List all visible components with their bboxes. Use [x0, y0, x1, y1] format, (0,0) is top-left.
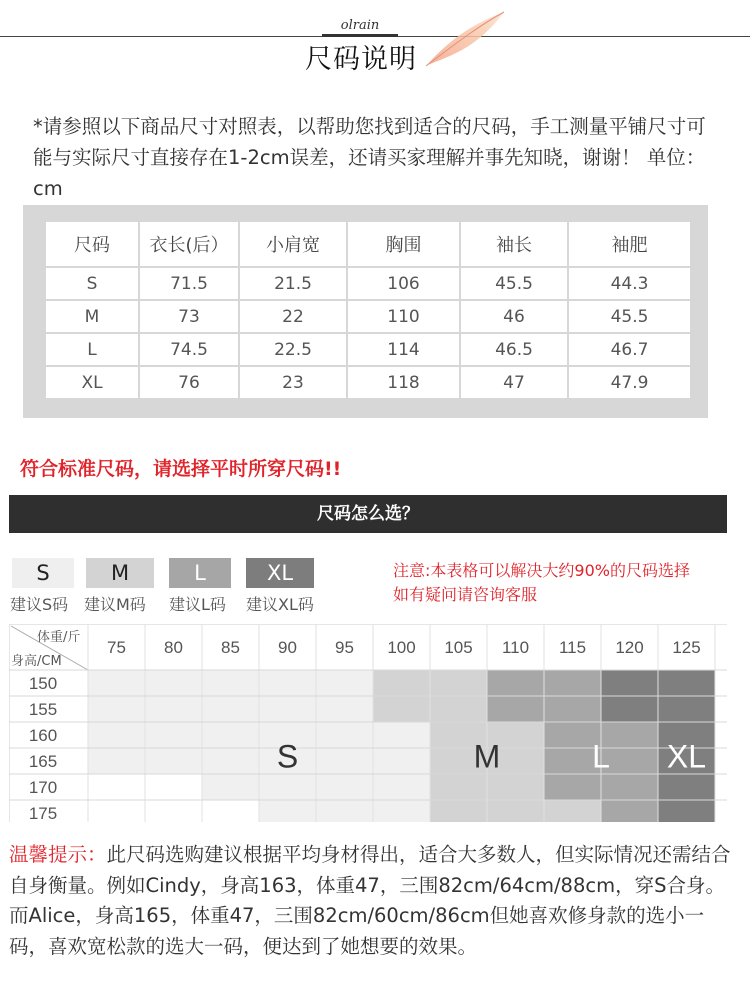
- chart-cell: [373, 774, 430, 800]
- chart-cell: [316, 696, 373, 722]
- chart-cell: [601, 670, 658, 696]
- height-axis-label: 身高/CM: [11, 654, 62, 669]
- zone-label-m: M: [473, 738, 501, 775]
- header-cell: 袖长: [461, 222, 567, 266]
- chart-cell: [658, 696, 715, 722]
- table-cell: 22: [240, 301, 346, 332]
- height-tick: 155: [28, 700, 58, 719]
- chart-cell: [487, 800, 544, 822]
- chip-caption: 建议S码: [10, 595, 69, 614]
- tip-lead: 温馨提示：: [9, 843, 107, 866]
- chart-cell: [601, 774, 658, 800]
- chart-cell: [373, 696, 430, 722]
- chart-cell: [316, 800, 373, 822]
- table-cell: 73: [140, 301, 238, 332]
- table-cell: 47: [461, 367, 567, 398]
- chart-cell: [259, 774, 316, 800]
- intro-text: *请参照以下商品尺寸对照表，以帮助您找到适合的尺码，手工测量平铺尺寸可能与实际尺寸直接存在1-2cm误差，还请买家理解并事先知晓，谢谢！ 单位：cm: [33, 115, 706, 200]
- height-tick: 170: [28, 778, 58, 797]
- chart-cell: [202, 748, 259, 774]
- chip-caption: 建议M码: [84, 595, 146, 614]
- table-cell: S: [46, 268, 138, 299]
- header-line-left: [0, 36, 322, 37]
- chart-cell: [202, 774, 259, 800]
- chart-cell: [316, 722, 373, 748]
- weight-axis-label: 体重/斤: [37, 630, 81, 645]
- chart-cell: [373, 722, 430, 748]
- chip-caption: 建议XL码: [246, 595, 314, 614]
- chart-cell: [88, 670, 145, 696]
- table-row: [46, 268, 690, 299]
- header-cell: 衣长(后）: [140, 222, 238, 266]
- section-title-bar: 尺码怎么选？: [9, 495, 727, 533]
- table-cell: 106: [348, 268, 459, 299]
- chart-cell: [316, 670, 373, 696]
- chart-cell: [316, 748, 373, 774]
- table-cell: M: [46, 301, 138, 332]
- size-chip-s: [12, 558, 74, 588]
- table-cell: 47.9: [569, 367, 690, 398]
- table-cell: XL: [46, 367, 138, 398]
- feather-icon: [420, 8, 508, 70]
- chart-cell: [202, 800, 259, 822]
- table-cell: L: [46, 334, 138, 365]
- header-cell: 小肩宽: [240, 222, 346, 266]
- chart-cell: [88, 748, 145, 774]
- size-note: [393, 559, 690, 607]
- table-cell: 46.7: [569, 334, 690, 365]
- chip-label: S: [36, 561, 50, 585]
- chart-cell: [145, 696, 202, 722]
- tip-text: [9, 840, 739, 962]
- size-chip-m: [86, 558, 154, 588]
- table-cell: 118: [348, 367, 459, 398]
- table-cell: 45.5: [569, 301, 690, 332]
- weight-tick: 85: [221, 638, 240, 657]
- chart-cell: [601, 800, 658, 822]
- table-cell: 114: [348, 334, 459, 365]
- zone-label-xl: XL: [666, 738, 707, 775]
- table-row: [46, 334, 690, 365]
- weight-tick: 110: [501, 638, 530, 657]
- chart-cell: [658, 670, 715, 696]
- chart-cell: [145, 722, 202, 748]
- size-chip-l: [169, 558, 231, 588]
- size-chart: [9, 624, 727, 822]
- chip-label: M: [110, 561, 130, 585]
- brand-logo: olrain: [340, 18, 380, 33]
- chart-cell: [373, 800, 430, 822]
- table-cell: 71.5: [140, 268, 238, 299]
- height-tick: 160: [28, 726, 58, 745]
- chart-cell: [202, 696, 259, 722]
- header-cell: 袖肥: [569, 222, 690, 266]
- weight-tick: 75: [107, 638, 126, 657]
- weight-tick: 120: [615, 638, 644, 657]
- header-cell: 尺码: [46, 222, 138, 266]
- chart-cell: [259, 800, 316, 822]
- chip-label: L: [194, 561, 206, 585]
- chart-cell: [202, 670, 259, 696]
- chart-cell: [430, 696, 487, 722]
- table-cell: 21.5: [240, 268, 346, 299]
- height-tick: 175: [28, 804, 58, 822]
- weight-tick: 100: [387, 638, 416, 657]
- chart-cell: [259, 670, 316, 696]
- table-cell: 22.5: [240, 334, 346, 365]
- size-chart-grid: [9, 624, 727, 822]
- chart-cell: [544, 670, 601, 696]
- chart-cell: [316, 774, 373, 800]
- chart-cell: [658, 774, 715, 800]
- chart-cell: [88, 774, 145, 800]
- table-row: [46, 301, 690, 332]
- header-cell: 胸围: [348, 222, 459, 266]
- chart-cell: [373, 670, 430, 696]
- chart-cell: [544, 774, 601, 800]
- weight-tick: 125: [672, 638, 701, 657]
- chart-cell: [487, 670, 544, 696]
- chart-cell: [658, 800, 715, 822]
- table-row: [46, 367, 690, 398]
- weight-tick: 105: [444, 638, 473, 657]
- note-line: 如有疑问请咨询客服: [393, 585, 538, 604]
- chart-cell: [487, 696, 544, 722]
- chart-cell: [145, 774, 202, 800]
- size-chip-xl: [246, 558, 314, 588]
- table-cell: 23: [240, 367, 346, 398]
- chip-caption: 建议L码: [169, 595, 226, 614]
- table-cell: 74.5: [140, 334, 238, 365]
- chart-cell: [259, 696, 316, 722]
- chart-cell: [544, 800, 601, 822]
- chart-cell: [430, 670, 487, 696]
- tip-body: 此尺码选购建议根据平均身材得出，适合大多数人，但实际情况还需结合自身衡量。例如Cindy，身高163，体重47，三围82cm/64cm/88cm，穿S合身。而Alice，身高165，体重47，三围82cm/60cm/86cm但她喜欢修身款的选小一码，喜欢宽松款的选大一码，便达到了她想要的效果。: [9, 843, 731, 958]
- chart-cell: [202, 722, 259, 748]
- chart-cell: [373, 748, 430, 774]
- chart-cell: [88, 800, 145, 822]
- height-tick: 165: [28, 752, 58, 771]
- table-cell: 46: [461, 301, 567, 332]
- chart-cell: [88, 722, 145, 748]
- table-cell: 45.5: [461, 268, 567, 299]
- table-cell: 110: [348, 301, 459, 332]
- chart-cell: [544, 696, 601, 722]
- table-cell: 44.3: [569, 268, 690, 299]
- table-cell: 46.5: [461, 334, 567, 365]
- chart-cell: [88, 696, 145, 722]
- weight-tick: 95: [335, 638, 354, 657]
- table-cell: 76: [140, 367, 238, 398]
- weight-tick: 80: [164, 638, 183, 657]
- weight-tick: 115: [558, 638, 587, 657]
- size-table: [44, 220, 692, 400]
- chart-cell: [145, 748, 202, 774]
- chart-cell: [430, 774, 487, 800]
- chart-cell: [145, 800, 202, 822]
- chip-label: XL: [266, 561, 294, 585]
- height-tick: 150: [28, 674, 58, 693]
- size-warning: 符合标准尺码，请选择平时所穿尺码!!: [20, 458, 342, 480]
- chart-cell: [601, 696, 658, 722]
- zone-label-l: L: [592, 738, 610, 775]
- page-title: 尺码说明: [305, 44, 417, 75]
- table-header-row: [46, 222, 690, 266]
- chart-cell: [430, 800, 487, 822]
- chart-cell: [145, 670, 202, 696]
- zone-label-s: S: [276, 738, 299, 775]
- note-line: 注意:本表格可以解决大约90%的尺码选择: [393, 561, 690, 580]
- chart-cell: [487, 774, 544, 800]
- weight-tick: 90: [278, 638, 297, 657]
